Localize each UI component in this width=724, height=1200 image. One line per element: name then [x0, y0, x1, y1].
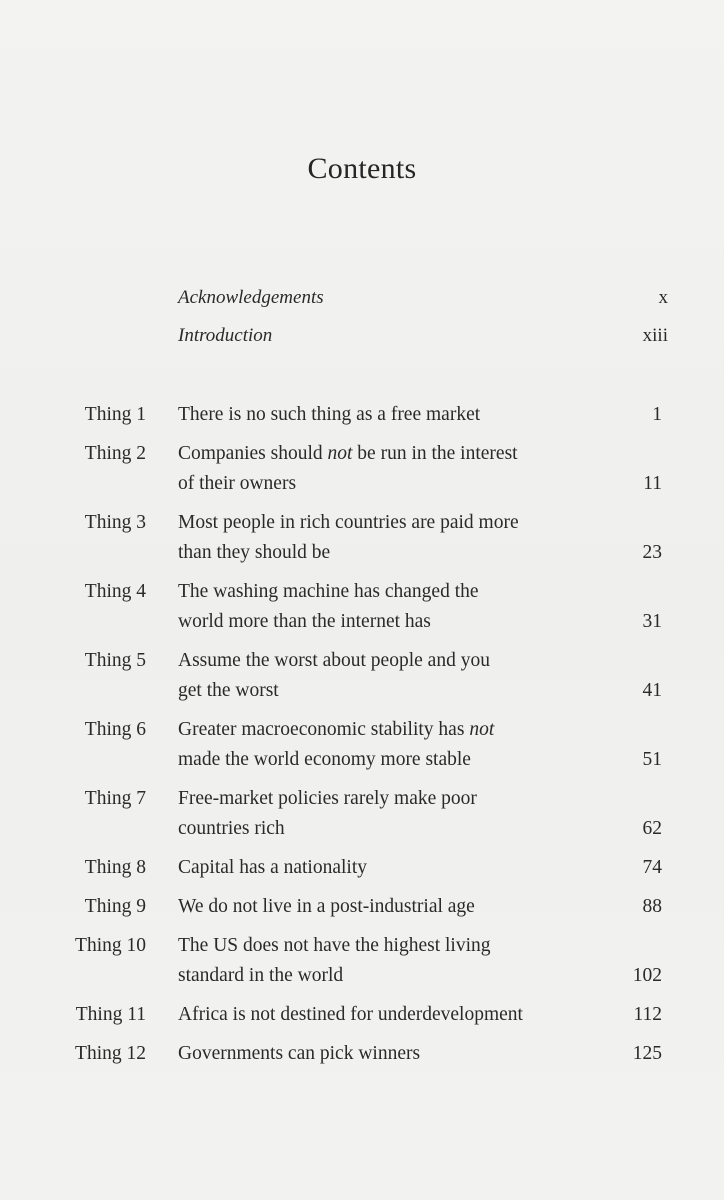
- entry-page-number: 41: [642, 680, 662, 701]
- front-matter-label: Introduction: [178, 325, 273, 346]
- entry-title-line1: We do not live in a post-industrial age: [178, 896, 475, 917]
- entry-page-number: 62: [642, 818, 662, 839]
- entry-page-number: 102: [632, 965, 662, 986]
- entry-title-line2: made the world economy more stable: [178, 749, 471, 770]
- entry-title-line1: [178, 715, 608, 745]
- front-matter-introduction: [178, 325, 668, 355]
- thing-number: Thing 7: [84, 788, 146, 809]
- entry-page-number: 88: [642, 896, 662, 917]
- front-matter-page: x: [658, 287, 668, 308]
- entry-page-number: 1: [652, 404, 662, 425]
- entry-page-number: 112: [633, 1004, 662, 1025]
- thing-number: Thing 6: [84, 719, 146, 740]
- entry-page-number: 125: [632, 1043, 662, 1064]
- entry-title-line1: There is no such thing as a free market: [178, 404, 481, 425]
- entry-title-line1: The washing machine has changed the: [178, 581, 479, 602]
- text-segment: Greater macroeconomic stability has: [178, 719, 470, 740]
- thing-number: Thing 12: [75, 1043, 146, 1064]
- thing-number: Thing 3: [84, 512, 146, 533]
- emphasis-text: not: [469, 719, 495, 740]
- entry-title-line1: The US does not have the highest living: [178, 935, 491, 956]
- entry-title-line2: world more than the internet has: [178, 611, 431, 632]
- thing-number: Thing 10: [75, 935, 146, 956]
- emphasis-text: not: [327, 443, 353, 464]
- entry-title-line1: Capital has a nationality: [178, 857, 367, 878]
- entry-title-line1: [178, 439, 608, 469]
- entry-page-number: 31: [642, 611, 662, 632]
- entry-page-number: 23: [642, 542, 662, 563]
- entry-title-line2: get the worst: [178, 680, 279, 701]
- entry-page-number: 74: [642, 857, 662, 878]
- entry-title-line1: Free-market policies rarely make poor: [178, 788, 477, 809]
- thing-number: Thing 8: [84, 857, 146, 878]
- thing-number: Thing 2: [84, 443, 146, 464]
- thing-number: Thing 4: [84, 581, 146, 602]
- front-matter-page: xiii: [642, 325, 668, 346]
- thing-number: Thing 1: [84, 404, 146, 425]
- entry-title-line2: standard in the world: [178, 965, 344, 986]
- entry-title-line1: Africa is not destined for underdevelopment: [178, 1004, 523, 1025]
- entry-title-line1: Assume the worst about people and you: [178, 650, 490, 671]
- thing-number: Thing 9: [84, 896, 146, 917]
- thing-number: Thing 11: [75, 1004, 146, 1025]
- thing-number: Thing 5: [84, 650, 146, 671]
- page-title: Contents: [307, 152, 417, 185]
- entry-title-line2: countries rich: [178, 818, 285, 839]
- entry-title-line1: Most people in rich countries are paid more: [178, 512, 519, 533]
- front-matter-acknowledgements: [178, 287, 668, 317]
- text-segment: be run in the interest: [352, 443, 518, 464]
- entry-page-number: 51: [642, 749, 662, 770]
- front-matter-label: Acknowledgements: [178, 287, 324, 308]
- entry-page-number: 11: [643, 473, 662, 494]
- entry-title-line1: Governments can pick winners: [178, 1043, 421, 1064]
- entry-title-line2: than they should be: [178, 542, 331, 563]
- entry-title-line2: of their owners: [178, 473, 297, 494]
- text-segment: Companies should: [178, 443, 328, 464]
